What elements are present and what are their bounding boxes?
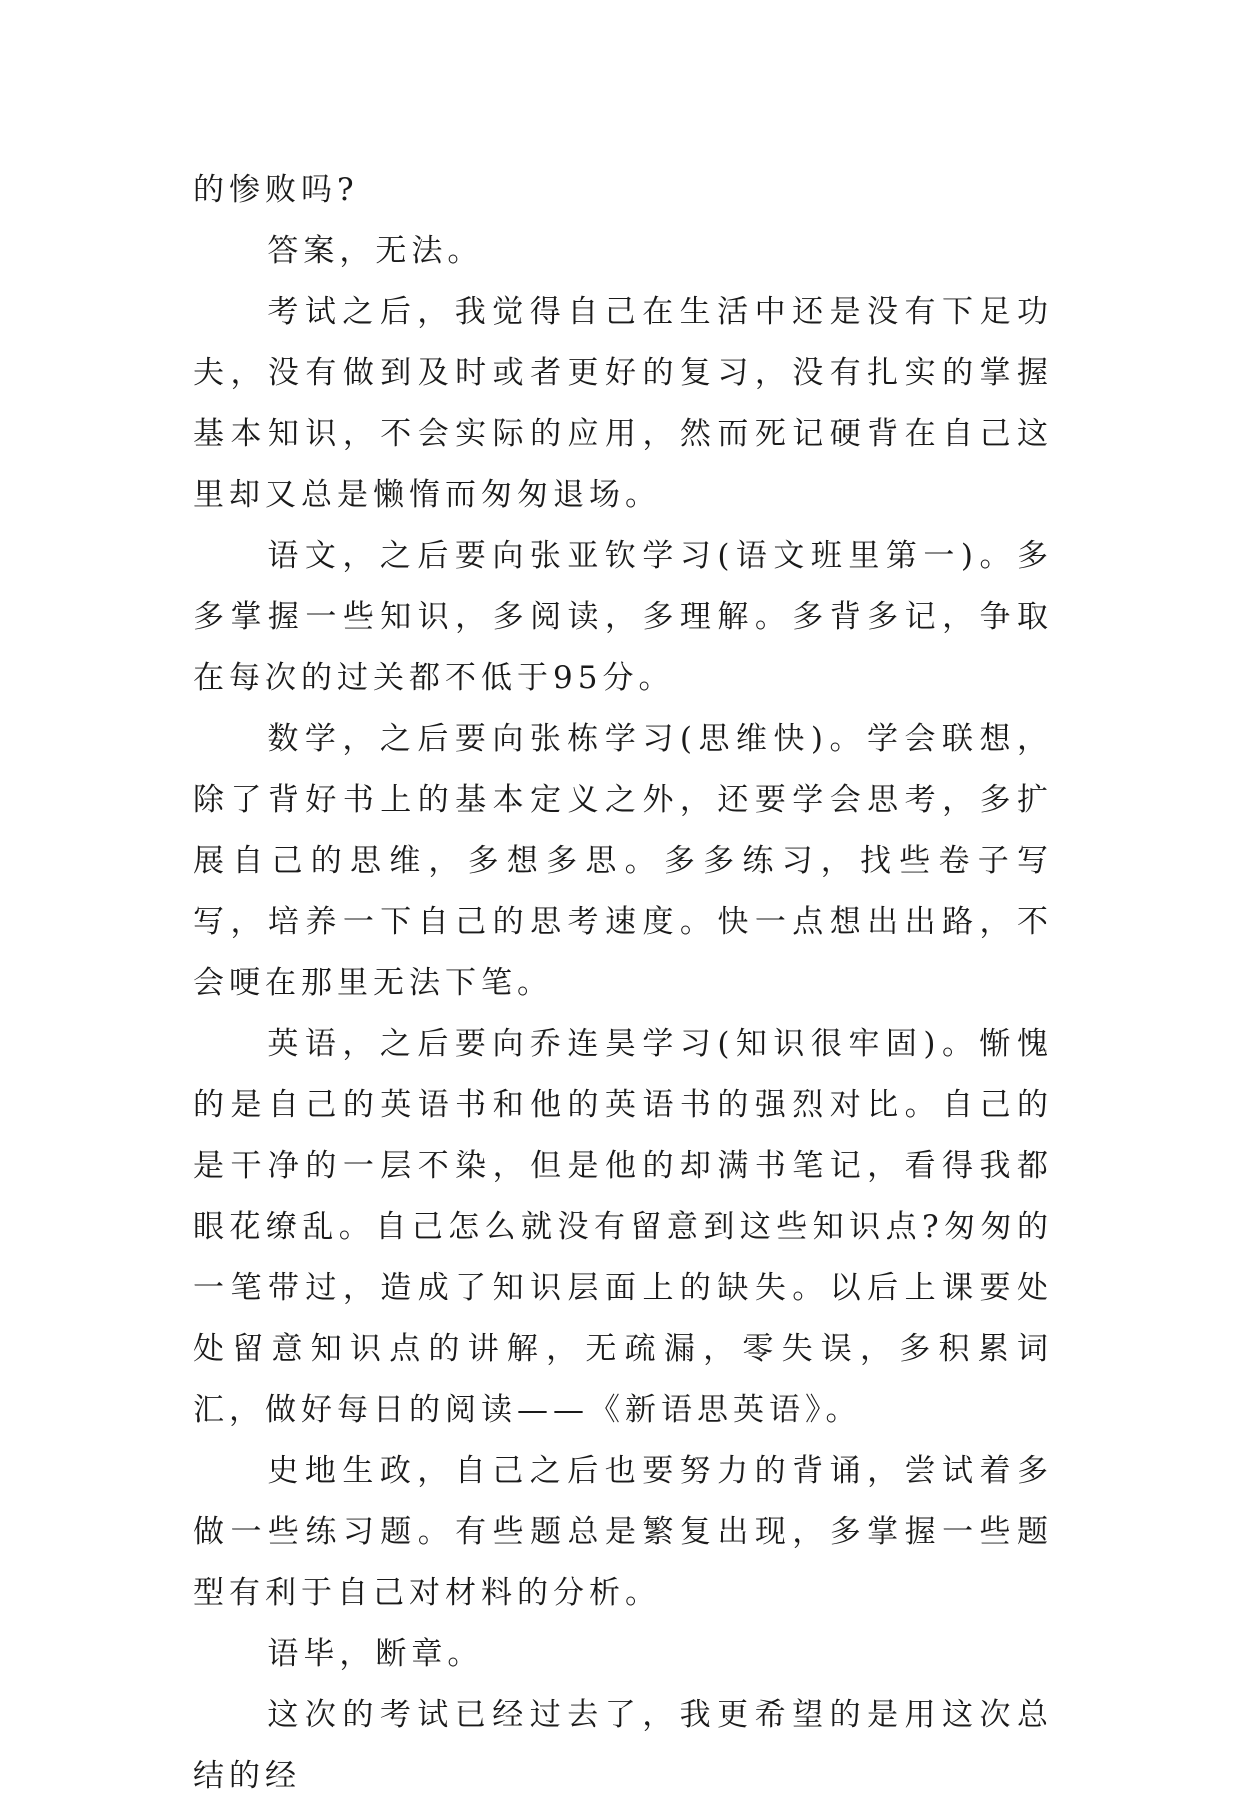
paragraph-9: 这次的考试已经过去了，我更希望的是用这次总结的经 bbox=[193, 1697, 1053, 1794]
paragraph-2: 答案，无法。 bbox=[267, 233, 484, 269]
paragraph-5: 数学，之后要向张栋学习(思维快)。学会联想，除了背好书上的基本定义之外，还要学会思考，多扩展自己的思维，多想多思。多多练习，找些卷子写写，培养一下自己的思考速度。快一点想出出路，不会哽在那里无法下笔。 bbox=[193, 721, 1053, 1001]
paragraph-3: 考试之后，我觉得自己在生活中还是没有下足功夫，没有做到及时或者更好的复习，没有扎实的掌握基本知识，不会实际的应用，然而死记硬背在自己这里却又总是懒惰而匆匆退场。 bbox=[193, 294, 1053, 513]
paragraph-7: 史地生政，自己之后也要努力的背诵，尝试着多做一些练习题。有些题总是繁复出现，多掌握一些题型有利于自己对材料的分析。 bbox=[193, 1453, 1053, 1611]
document-body bbox=[193, 160, 1053, 1807]
paragraph-4: 语文，之后要向张亚钦学习(语文班里第一)。多多掌握一些知识，多阅读，多理解。多背多记，争取在每次的过关都不低于95分。 bbox=[193, 538, 1053, 696]
paragraph-6: 英语，之后要向乔连昊学习(知识很牢固)。惭愧的是自己的英语书和他的英语书的强烈对比。自己的是干净的一层不染，但是他的却满书笔记，看得我都眼花缭乱。自己怎么就没有留意到这些知识点?匆匆的一笔带过，造成了知识层面上的缺失。以后上课要处处留意知识点的讲解，无疏漏，零失误，多积累词汇，做好每日的阅读——《新语思英语》。 bbox=[193, 1026, 1053, 1428]
paragraph-1: 的惨败吗? bbox=[193, 172, 359, 208]
paragraph-8: 语毕，断章。 bbox=[267, 1636, 484, 1672]
